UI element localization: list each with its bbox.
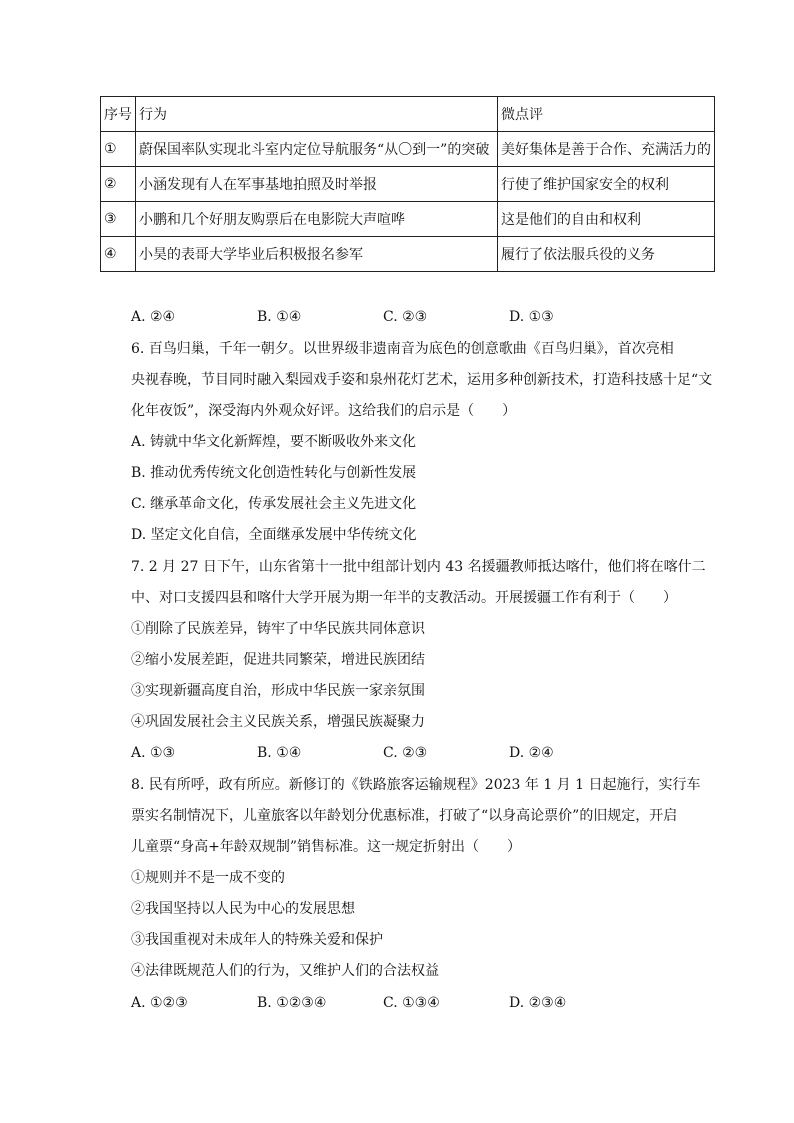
q6-stem-line: 6. 百鸟归巢，千年一朝夕。以世界级非遗南音为底色的创意歌曲《百鸟归巢》，首次亮相 [131,341,674,357]
header-comment: 微点评 [498,97,715,132]
q6-option-b[interactable]: B. 推动优秀传统文化创造性转化与创新性发展 [131,465,417,481]
q6-option-a[interactable]: A. 铸就中华文化新辉煌，要不断吸收外来文化 [131,434,417,450]
q8-item: ①规则并不是一成不变的 [131,870,285,886]
q8-option-a[interactable]: A. ①②③ [131,995,188,1011]
q7-option-b[interactable]: B. ①④ [257,745,302,761]
q7-stem-line: 中、对口支援四县和喀什大学开展为期一年半的支教活动。开展援疆工作有利于（ ） [131,590,677,606]
row-comment: 美好集体是善于合作、充满活力的 [498,132,715,167]
row-index: ② [101,167,136,202]
header-index: 序号 [101,97,136,132]
row-comment: 这是他们的自由和权利 [498,202,715,237]
q6-stem-line: 央视春晚，节目同时融入梨园戏手姿和泉州花灯艺术，运用多种创新技术，打造科技感十足“文 [131,372,713,388]
q7-option-d[interactable]: D. ②④ [509,745,554,761]
q8-item: ③我国重视对未成年人的特殊关爱和保护 [131,932,383,948]
q8-stem-line: 8. 民有所呼，政有所应。新修订的《铁路旅客运输规程》2023 年 1 月 1 日起施行，实行车 [131,777,701,793]
q7-stem-line: 7. 2 月 27 日下午，山东省第十一批中组部计划内 43 名援疆教师抵达喀什，他们将在喀什二 [131,559,706,575]
q8-stem-line: 儿童票“身高+年龄双规制”销售标准。这一规定折射出（ ） [131,839,522,855]
q6-stem-line: 化年夜饭”，深受海内外观众好评。这给我们的启示是（ ） [131,403,517,419]
q7-item: ④巩固发展社会主义民族关系，增强民族凝聚力 [131,714,425,730]
row-index: ③ [101,202,136,237]
q7-option-a[interactable]: A. ①③ [131,745,176,761]
q7-item: ①削除了民族差异，铸牢了中华民族共同体意识 [131,621,425,637]
row-comment: 行使了维护国家安全的权利 [498,167,715,202]
table-row [101,167,715,202]
row-behavior: 小涵发现有人在军事基地拍照及时举报 [136,167,498,202]
row-index: ① [101,132,136,167]
q5-option-c[interactable]: C. ②③ [383,309,428,325]
q6-option-c[interactable]: C. 继承革命文化，传承发展社会主义先进文化 [131,496,417,512]
table-row [101,202,715,237]
q5-option-a[interactable]: A. ②④ [131,309,176,325]
row-index: ④ [101,237,136,272]
row-comment: 履行了依法服兵役的义务 [498,237,715,272]
q8-stem-line: 票实名制情况下，儿童旅客以年龄划分优惠标准，打破了“以身高论票价”的旧规定，开启 [131,808,678,824]
q5-option-d[interactable]: D. ①③ [509,309,554,325]
q8-option-c[interactable]: C. ①③④ [383,995,440,1011]
q8-option-d[interactable]: D. ②③④ [509,995,567,1011]
q7-item: ②缩小发展差距，促进共同繁荣，增进民族团结 [131,652,425,668]
row-behavior: 小鹏和几个好朋友购票后在电影院大声喧哗 [136,202,498,237]
q8-item: ②我国坚持以人民为中心的发展思想 [131,901,355,917]
table-header-row [101,97,715,132]
q7-item: ③实现新疆高度自治，形成中华民族一家亲氛围 [131,683,425,699]
table-row [101,237,715,272]
behavior-table [100,96,715,272]
q8-option-b[interactable]: B. ①②③④ [257,995,327,1011]
q7-option-c[interactable]: C. ②③ [383,745,428,761]
q5-option-b[interactable]: B. ①④ [257,309,302,325]
q8-item: ④法律既规范人们的行为，又维护人们的合法权益 [131,963,439,979]
row-behavior: 小昊的表哥大学毕业后积极报名参军 [136,237,498,272]
row-behavior: 蔚保国率队实现北斗室内定位导航服务“从〇到一”的突破 [136,132,498,167]
header-behavior: 行为 [136,97,498,132]
table-row [101,132,715,167]
q6-option-d[interactable]: D. 坚定文化自信，全面继承发展中华传统文化 [131,527,417,543]
